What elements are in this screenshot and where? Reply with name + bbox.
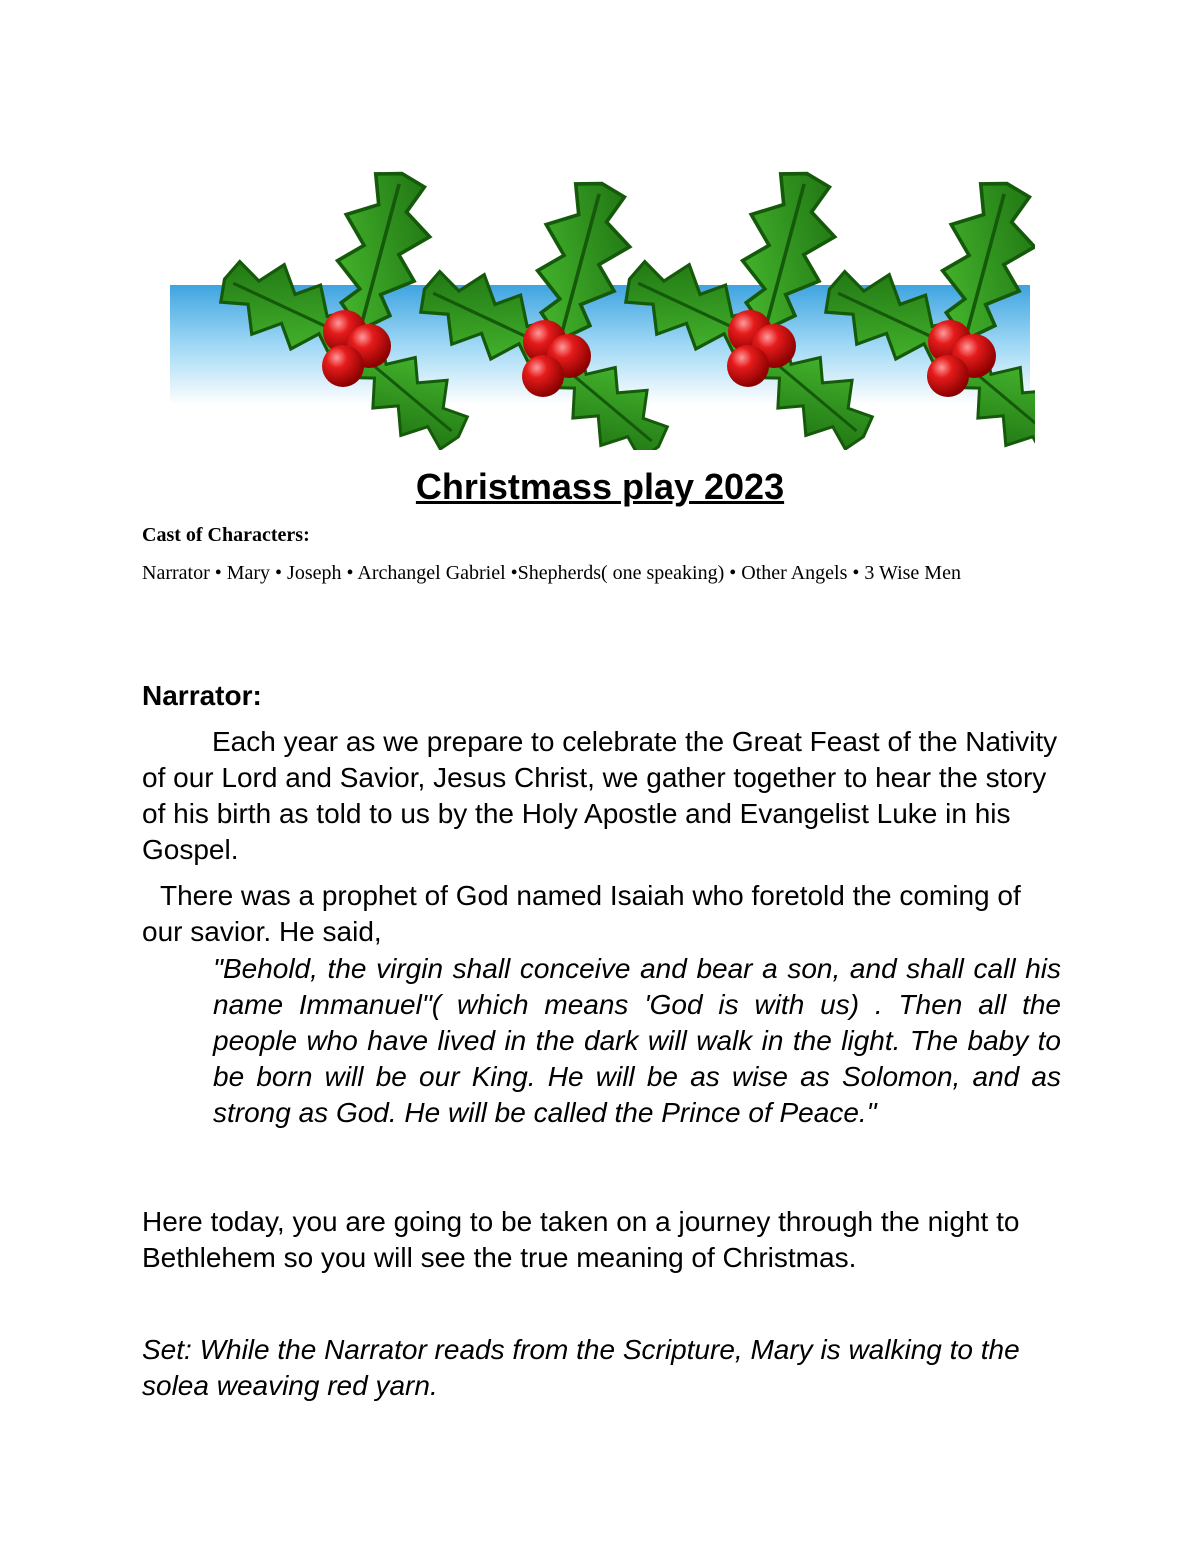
holly-berries-icon <box>160 150 1035 450</box>
speaker-label: Narrator: <box>142 680 262 711</box>
cast-list: Narrator • Mary • Joseph • Archangel Gabriel •Shepherds( one speaking) • Other Angels • 3 Wise Men <box>142 562 961 584</box>
paragraph-1: Each year as we prepare to celebrate the Great Feast of the Nativity of our Lord and Savior, Jesus Christ, we gather together to hear the story of his birth as told to us by the Holy Apostle and Evangelist Luke in his Gospel. <box>142 726 1058 865</box>
page-title: Christmass play 2023 <box>415 466 785 507</box>
stage-direction: Set: While the Narrator reads from the Scripture, Mary is walking to the solea weaving red yarn. <box>142 1334 1020 1401</box>
isaiah-quote: "Behold, the virgin shall conceive and bear a son, and shall call his name Immanuel"( which means 'God is with us) . Then all the people who have lived in the dark will walk in the light. The baby to be born will be our King. He will be as wise as Solomon, and as strong as God. He will be called the Prince of Peace." <box>213 953 1061 1128</box>
paragraph-3: Here today, you are going to be taken on a journey through the night to Bethlehem so you will see the true meaning of Christmas. <box>142 1206 1020 1273</box>
paragraph-2: There was a prophet of God named Isaiah who foretold the coming of our savior. He said, <box>142 880 1021 947</box>
cast-heading: Cast of Characters: <box>142 524 310 546</box>
